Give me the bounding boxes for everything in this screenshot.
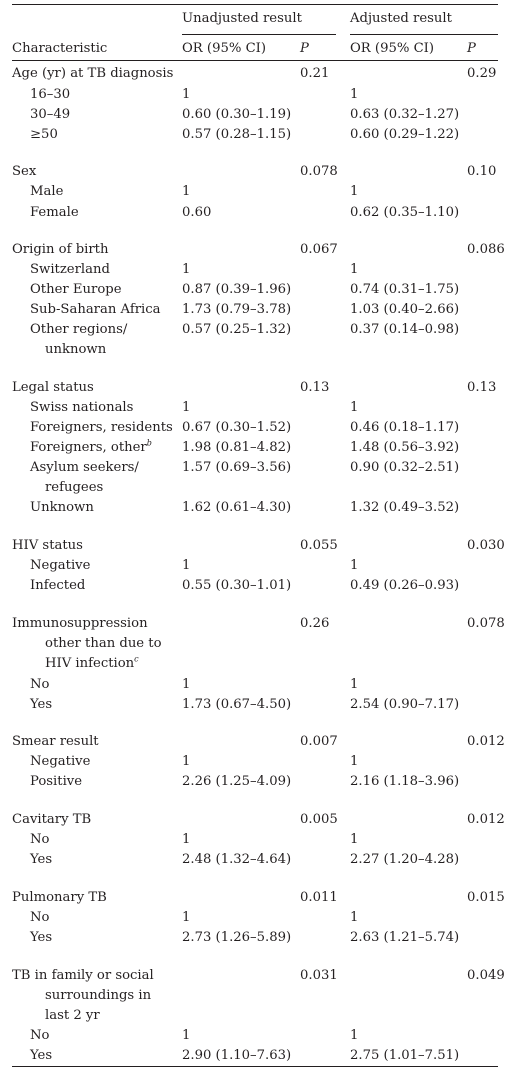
adjusted-or: 1 — [350, 1028, 359, 1043]
header-unadjusted-group: Unadjusted result — [182, 11, 302, 26]
row-label: Negative — [30, 558, 91, 573]
header-p-adjusted: P — [467, 41, 476, 56]
row-label: No — [30, 677, 50, 692]
row-label: refugees — [45, 480, 104, 495]
unadjusted-or: 1.73 (0.67–4.50) — [182, 697, 292, 712]
row-label: Sub-Saharan Africa — [30, 302, 161, 317]
adjusted-p: 0.049 — [467, 968, 505, 983]
unadjusted-or: 1 — [182, 910, 191, 925]
unadjusted-or: 0.67 (0.30–1.52) — [182, 420, 292, 435]
row-label: Yes — [30, 852, 53, 867]
footnote-marker: c — [134, 654, 139, 664]
unadjusted-or: 0.87 (0.39–1.96) — [182, 282, 292, 297]
unadjusted-or: 1.62 (0.61–4.30) — [182, 500, 292, 515]
row-label: Origin of birth — [12, 242, 109, 257]
adjusted-p: 0.29 — [467, 66, 497, 81]
row-label: 16–30 — [30, 87, 71, 102]
adjusted-or: 0.90 (0.32–2.51) — [350, 460, 460, 475]
table-bottom-rule — [12, 1066, 498, 1067]
unadjusted-p: 0.078 — [300, 164, 338, 179]
unadjusted-or: 1 — [182, 677, 191, 692]
row-label: Age (yr) at TB diagnosis — [12, 66, 174, 81]
unadjusted-p: 0.007 — [300, 734, 338, 749]
table-top-rule — [12, 4, 498, 5]
adjusted-p: 0.13 — [467, 380, 497, 395]
adjusted-or: 1 — [350, 832, 359, 847]
unadjusted-or: 2.48 (1.32–4.64) — [182, 852, 292, 867]
adjusted-or: 1 — [350, 910, 359, 925]
row-label: Negative — [30, 754, 91, 769]
unadjusted-p: 0.13 — [300, 380, 330, 395]
row-label: No — [30, 1028, 50, 1043]
adjusted-or: 0.49 (0.26–0.93) — [350, 578, 460, 593]
row-label: surroundings in — [45, 988, 152, 1003]
row-label: Male — [30, 184, 64, 199]
row-label: Asylum seekers/ — [30, 460, 139, 475]
row-label: Sex — [12, 164, 37, 179]
adjusted-or: 1 — [350, 184, 359, 199]
unadjusted-p: 0.067 — [300, 242, 338, 257]
unadjusted-or: 1.57 (0.69–3.56) — [182, 460, 292, 475]
row-label: HIV infection$^c$ — [45, 654, 139, 671]
unadjusted-p: 0.26 — [300, 616, 330, 631]
header-p-unadjusted: P — [300, 41, 309, 56]
adjusted-or: 2.75 (1.01–7.51) — [350, 1048, 460, 1063]
adjusted-p: 0.030 — [467, 538, 505, 553]
row-label: 30–49 — [30, 107, 71, 122]
row-label: HIV status — [12, 538, 83, 553]
row-label: Unknown — [30, 500, 94, 515]
adjusted-or: 1 — [350, 87, 359, 102]
adjusted-p: 0.086 — [467, 242, 505, 257]
unadjusted-p: 0.031 — [300, 968, 338, 983]
adjusted-or: 1.48 (0.56–3.92) — [350, 440, 460, 455]
header-or-adjusted: OR (95% CI) — [350, 41, 435, 56]
unadjusted-or: 0.57 (0.25–1.32) — [182, 322, 292, 337]
unadjusted-or: 0.55 (0.30–1.01) — [182, 578, 292, 593]
row-label: TB in family or social — [12, 968, 154, 983]
adjusted-or: 2.63 (1.21–5.74) — [350, 930, 460, 945]
row-label: Swiss nationals — [30, 400, 134, 415]
unadjusted-p: 0.21 — [300, 66, 330, 81]
row-label: Cavitary TB — [12, 812, 92, 827]
row-label: last 2 yr — [45, 1008, 100, 1023]
unadjusted-or: 0.60 (0.30–1.19) — [182, 107, 292, 122]
adjusted-or: 1 — [350, 558, 359, 573]
adjusted-or: 1 — [350, 262, 359, 277]
adjusted-p: 0.078 — [467, 616, 505, 631]
adjusted-p: 0.012 — [467, 734, 505, 749]
unadjusted-p: 0.055 — [300, 538, 338, 553]
adjusted-or: 2.27 (1.20–4.28) — [350, 852, 460, 867]
row-label: Switzerland — [30, 262, 110, 277]
adjusted-or: 0.63 (0.32–1.27) — [350, 107, 460, 122]
unadjusted-or: 1 — [182, 262, 191, 277]
unadjusted-or: 1.73 (0.79–3.78) — [182, 302, 292, 317]
unadjusted-or: 0.57 (0.28–1.15) — [182, 127, 292, 142]
adjusted-or: 0.60 (0.29–1.22) — [350, 127, 460, 142]
unadjusted-or: 1 — [182, 754, 191, 769]
adjusted-or: 0.46 (0.18–1.17) — [350, 420, 460, 435]
row-label: other than due to — [45, 636, 162, 651]
header-or-unadjusted: OR (95% CI) — [182, 41, 267, 56]
row-label: Smear result — [12, 734, 99, 749]
header-adjusted-group: Adjusted result — [350, 11, 452, 26]
adjusted-or: 2.16 (1.18–3.96) — [350, 774, 460, 789]
adjusted-or: 1.03 (0.40–2.66) — [350, 302, 460, 317]
row-label: Foreigners, other$^b$ — [30, 438, 152, 455]
adjusted-or: 0.74 (0.31–1.75) — [350, 282, 460, 297]
unadjusted-or: 2.26 (1.25–4.09) — [182, 774, 292, 789]
unadjusted-or: 0.60 — [182, 205, 212, 220]
row-label: Female — [30, 205, 79, 220]
row-label: Foreigners, residents — [30, 420, 173, 435]
adjusted-p: 0.012 — [467, 812, 505, 827]
row-label: unknown — [45, 342, 107, 357]
unadjusted-group-rule — [182, 34, 336, 35]
unadjusted-or: 2.73 (1.26–5.89) — [182, 930, 292, 945]
adjusted-p: 0.015 — [467, 890, 505, 905]
row-label: Yes — [30, 697, 53, 712]
row-label: Infected — [30, 578, 86, 593]
adjusted-or: 1 — [350, 400, 359, 415]
unadjusted-or: 1.98 (0.81–4.82) — [182, 440, 292, 455]
adjusted-or: 0.62 (0.35–1.10) — [350, 205, 460, 220]
row-label: Yes — [30, 930, 53, 945]
adjusted-or: 1 — [350, 677, 359, 692]
header-characteristic: Characteristic — [12, 41, 108, 56]
row-label: Positive — [30, 774, 83, 789]
row-label: Legal status — [12, 380, 94, 395]
unadjusted-p: 0.011 — [300, 890, 338, 905]
unadjusted-or: 1 — [182, 832, 191, 847]
row-label: Pulmonary TB — [12, 890, 107, 905]
row-label: ≥50 — [30, 127, 58, 142]
unadjusted-p: 0.005 — [300, 812, 338, 827]
row-label: Other regions/ — [30, 322, 128, 337]
adjusted-p: 0.10 — [467, 164, 497, 179]
row-label: Yes — [30, 1048, 53, 1063]
unadjusted-or: 1 — [182, 558, 191, 573]
header-bottom-rule — [12, 60, 498, 61]
unadjusted-or: 1 — [182, 400, 191, 415]
footnote-marker: b — [146, 438, 152, 448]
row-label: Immunosuppression — [12, 616, 148, 631]
row-label: No — [30, 910, 50, 925]
unadjusted-or: 1 — [182, 184, 191, 199]
adjusted-or: 1.32 (0.49–3.52) — [350, 500, 460, 515]
adjusted-or: 2.54 (0.90–7.17) — [350, 697, 460, 712]
row-label: No — [30, 832, 50, 847]
unadjusted-or: 1 — [182, 87, 191, 102]
row-label: Other Europe — [30, 282, 122, 297]
unadjusted-or: 2.90 (1.10–7.63) — [182, 1048, 292, 1063]
adjusted-or: 1 — [350, 754, 359, 769]
adjusted-group-rule — [350, 34, 498, 35]
adjusted-or: 0.37 (0.14–0.98) — [350, 322, 460, 337]
unadjusted-or: 1 — [182, 1028, 191, 1043]
